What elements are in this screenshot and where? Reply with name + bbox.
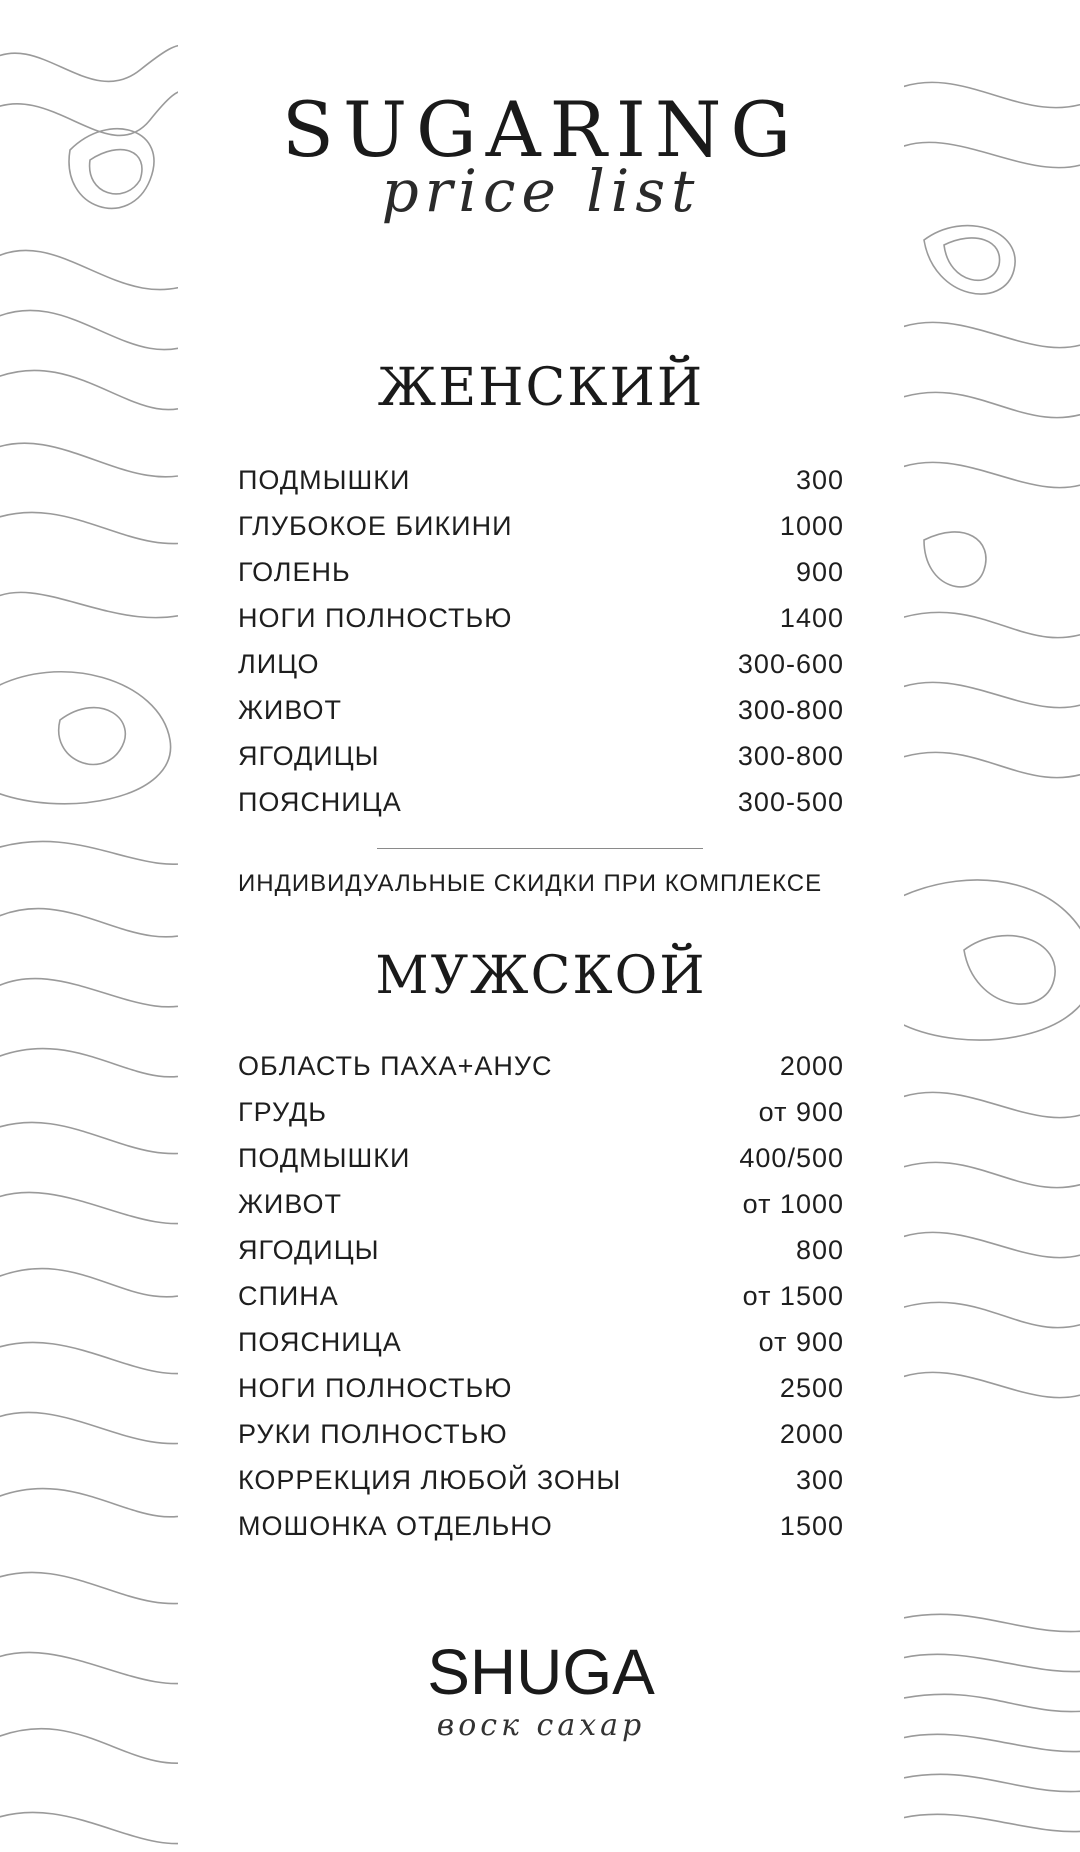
service-price: 2000 xyxy=(779,1419,844,1449)
service-name: КОРРЕКЦИЯ ЛЮБОЙ ЗОНЫ xyxy=(238,1465,622,1495)
discount-note: ИНДИВИДУАЛЬНЫЕ СКИДКИ ПРИ КОМПЛЕКСЕ xyxy=(238,870,823,897)
service-price: 1000 xyxy=(779,511,844,541)
service-name: НОГИ ПОЛНОСТЬЮ xyxy=(238,603,513,633)
price-row xyxy=(238,1276,844,1316)
service-price: 300 xyxy=(795,1465,844,1495)
price-row xyxy=(238,1184,844,1224)
women-section-title: ЖЕНСКИЙ xyxy=(377,358,705,418)
price-row xyxy=(238,598,844,638)
price-row xyxy=(238,1046,844,1086)
service-price: 300 xyxy=(795,465,844,495)
price-row xyxy=(238,644,844,684)
service-price: 300-500 xyxy=(737,787,844,817)
price-row xyxy=(238,1506,844,1546)
price-row xyxy=(238,690,844,730)
service-name: ПОЯСНИЦА xyxy=(238,1327,402,1357)
price-row xyxy=(238,1368,844,1408)
price-row xyxy=(238,1092,844,1132)
price-row xyxy=(238,782,844,822)
contour-lines-decoration xyxy=(0,0,178,1852)
service-name: ПОЯСНИЦА xyxy=(238,787,402,817)
service-price: 900 xyxy=(795,557,844,587)
service-price: 2000 xyxy=(779,1051,844,1081)
service-price: от 900 xyxy=(758,1097,844,1127)
contour-lines-decoration xyxy=(904,0,1080,1852)
price-row xyxy=(238,1230,844,1270)
service-price: от 1000 xyxy=(742,1189,844,1219)
service-name: ЖИВОТ xyxy=(238,695,342,725)
price-row xyxy=(238,1460,844,1500)
service-price: 300-600 xyxy=(737,649,844,679)
service-name: ГЛУБОКОЕ БИКИНИ xyxy=(238,511,513,541)
price-row xyxy=(238,460,844,500)
section-divider xyxy=(377,848,703,849)
service-name: ПОДМЫШКИ xyxy=(238,465,411,495)
service-name: СПИНА xyxy=(238,1281,339,1311)
price-row xyxy=(238,736,844,776)
service-price: 800 xyxy=(795,1235,844,1265)
service-price: 300-800 xyxy=(737,695,844,725)
service-price: 1500 xyxy=(779,1511,844,1541)
service-name: МОШОНКА ОТДЕЛЬНО xyxy=(238,1511,553,1541)
service-name: НОГИ ПОЛНОСТЬЮ xyxy=(238,1373,513,1403)
right-contour-pattern xyxy=(904,0,1080,1852)
service-price: 1400 xyxy=(779,603,844,633)
price-list-panel xyxy=(178,0,904,1852)
service-name: ГРУДЬ xyxy=(238,1097,327,1127)
service-price: от 900 xyxy=(758,1327,844,1357)
service-price: 2500 xyxy=(779,1373,844,1403)
service-name: ЖИВОТ xyxy=(238,1189,342,1219)
service-name: ГОЛЕНЬ xyxy=(238,557,351,587)
service-name: ЛИЦО xyxy=(238,649,320,679)
price-row xyxy=(238,1414,844,1454)
service-price: от 1500 xyxy=(742,1281,844,1311)
brand-logo: SHUGA xyxy=(427,1636,655,1708)
men-section-title: МУЖСКОЙ xyxy=(375,946,707,1006)
service-name: РУКИ ПОЛНОСТЬЮ xyxy=(238,1419,508,1449)
price-row xyxy=(238,1322,844,1362)
service-price: 300-800 xyxy=(737,741,844,771)
page-subtitle: price list xyxy=(381,157,701,225)
price-row xyxy=(238,506,844,546)
service-name: ЯГОДИЦЫ xyxy=(238,741,380,771)
left-contour-pattern xyxy=(0,0,178,1852)
service-name: ОБЛАСТЬ ПАХА+АНУС xyxy=(238,1051,553,1081)
price-row xyxy=(238,1138,844,1178)
service-price: 400/500 xyxy=(739,1143,844,1173)
service-name: ПОДМЫШКИ xyxy=(238,1143,411,1173)
brand-tagline: воск сахар xyxy=(436,1708,646,1743)
service-name: ЯГОДИЦЫ xyxy=(238,1235,380,1265)
page-title: SUGARING xyxy=(281,85,801,174)
price-row xyxy=(238,552,844,592)
